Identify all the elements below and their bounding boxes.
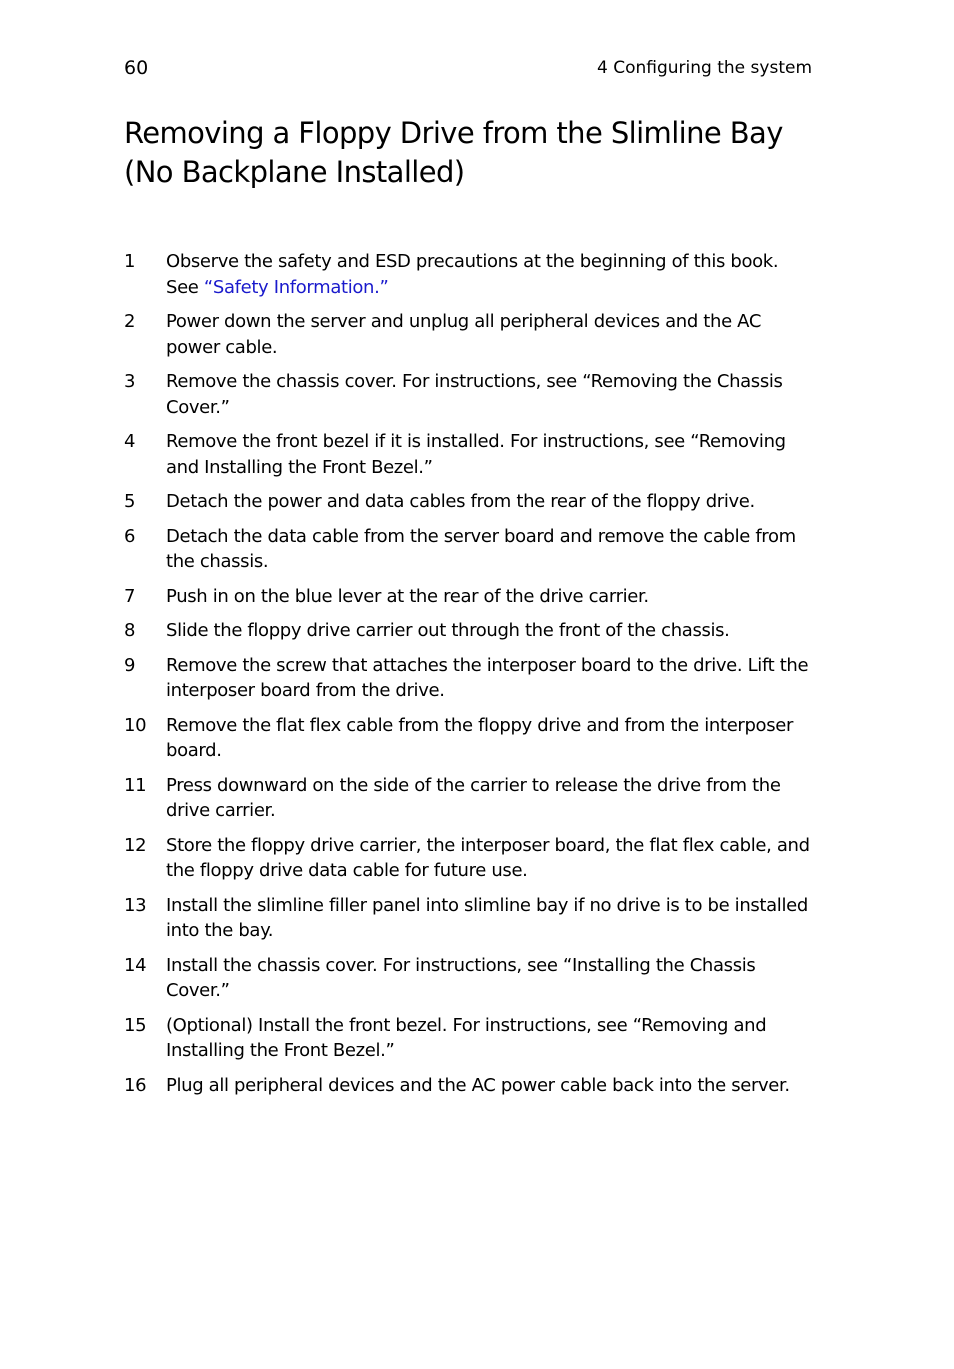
step-number: 3 (124, 371, 136, 392)
procedure-steps (124, 249, 814, 1107)
step-number: 6 (124, 525, 136, 547)
step-text: Detach the data cable from the server board and remove the cable from the chassis. (166, 525, 796, 572)
step-1 (124, 249, 814, 300)
step-text: Remove the front bezel if it is installed. For instructions, see “Removing and Installing the Front Bezel.” (166, 431, 786, 478)
step-text: Remove the chassis cover. For instructions, see “Removing the Chassis Cover.” (166, 371, 783, 418)
step-text: Remove the flat flex cable from the floppy drive and from the interposer board. (166, 714, 794, 761)
step-text: Push in on the blue lever at the rear of the drive carrier. (166, 585, 649, 607)
step-number: 7 (124, 585, 136, 607)
step-text: Store the floppy drive carrier, the interposer board, the flat flex cable, and the floppy drive data cable for future use. (166, 834, 810, 881)
step-13 (124, 893, 814, 944)
step-number: 1 (124, 251, 136, 272)
step-16 (124, 1073, 814, 1099)
section-title (124, 114, 824, 192)
step-14 (124, 953, 814, 1004)
step-9 (124, 653, 814, 704)
step-8 (124, 618, 814, 644)
step-text: Press downward on the side of the carrier to release the drive from the drive carrier. (166, 774, 781, 821)
step-text: Observe the safety and ESD precautions at the beginning of this book. See (166, 251, 779, 298)
step-10 (124, 713, 814, 764)
step-5 (124, 489, 814, 515)
step-12 (124, 833, 814, 884)
step-text: Install the slimline filler panel into slimline bay if no drive is to be installed into the bay. (166, 894, 808, 941)
step-7 (124, 584, 814, 610)
step-6 (124, 524, 814, 575)
step-number: 15 (124, 1014, 147, 1036)
section-title-line-1: Removing a Floppy Drive from the Slimline Bay (124, 116, 783, 150)
step-number: 2 (124, 311, 136, 332)
step-2 (124, 309, 814, 360)
section-title-line-2: (No Backplane Installed) (124, 155, 465, 189)
step-text: Plug all peripheral devices and the AC power cable back into the server. (166, 1074, 790, 1096)
step-number: 16 (124, 1074, 147, 1096)
step-number: 4 (124, 431, 136, 452)
step-number: 11 (124, 774, 147, 796)
step-text: Remove the screw that attaches the interposer board to the drive. Lift the interposer board from the drive. (166, 654, 809, 701)
step-text: Detach the power and data cables from the rear of the floppy drive. (166, 491, 755, 512)
step-4 (124, 429, 814, 480)
running-header: 4 Configuring the system (597, 58, 812, 78)
step-text: Slide the floppy drive carrier out through the front of the chassis. (166, 620, 730, 641)
step-number: 14 (124, 954, 147, 976)
step-text: (Optional) Install the front bezel. For instructions, see “Removing and Installing the Front Bezel.” (166, 1014, 767, 1061)
step-number: 5 (124, 491, 136, 512)
step-text: Power down the server and unplug all peripheral devices and the AC power cable. (166, 311, 762, 358)
step-11 (124, 773, 814, 824)
page-number: 60 (124, 57, 149, 79)
step-15 (124, 1013, 814, 1064)
step-number: 10 (124, 714, 147, 736)
step-text: Install the chassis cover. For instructions, see “Installing the Chassis Cover.” (166, 954, 756, 1001)
step-number: 12 (124, 834, 147, 856)
step-number: 8 (124, 620, 136, 641)
step-number: 9 (124, 654, 136, 676)
safety-information-link[interactable]: “Safety Information.” (203, 276, 389, 298)
step-3 (124, 369, 814, 420)
step-number: 13 (124, 894, 147, 916)
